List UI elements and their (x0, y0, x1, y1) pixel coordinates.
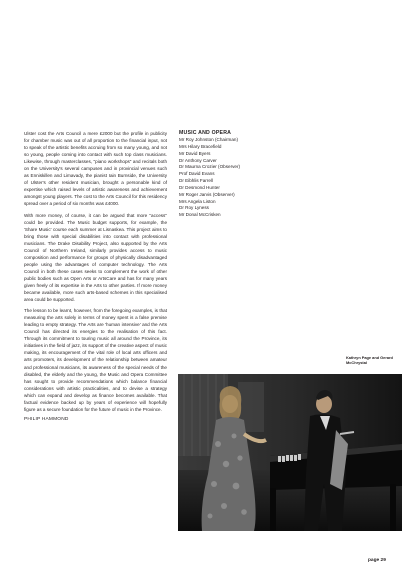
photo-caption: Kathryn Page and Gerard McChrystal (346, 355, 393, 365)
committee-member: Mrs Angela Liston (179, 198, 216, 204)
committee-panel (179, 130, 379, 219)
article-column (24, 130, 167, 422)
committee-member: Mr Donal McCrisken (179, 212, 221, 218)
committee-member: Dr Eibhlis Farrell (179, 178, 213, 184)
committee-member: Dr Desmond Hunter (179, 184, 220, 190)
committee-member: Dr Maurna Crozier (Observer) (179, 164, 241, 170)
committee-member: Mr David Byers (179, 150, 211, 156)
musicians-photo (178, 374, 402, 531)
article-paragraph: With more money, of course, it can be argued that more "access" could be provided. The Music budget supports, for example, the 'Share Music' course each summer at Lisnaskea. This project aims to bring those with special disabilities into contact with professional musicians. The Drake Disability Project, also supported by the Arts Council of Northern Ireland, similarly provides access to music composition and performance for groups of physically disadvantaged people using the advantages of computer technology. The Arts Council in both these cases seeks to complement the work of other public bodies such as Open Arts or ArtsCare and has for many years given freely of its expertise in the Arts to other parties. If more money became available, more such arts-based schemes in this specialised area could be supported. (24, 212, 167, 303)
committee-member: Dr Roy Lyness (179, 205, 209, 211)
committee-title: MUSIC AND OPERA (179, 130, 232, 136)
musicians-photo-image (178, 374, 402, 531)
committee-member: Prof David Evans (179, 171, 215, 177)
committee-member-list (179, 137, 379, 219)
page-number: page 29 (368, 558, 386, 563)
author-signature: PHILIP HAMMOND (24, 416, 69, 422)
article-paragraph: The lesson to be learnt, however, from the foregoing examples, is that measuring the arts solely in terms of money spent is a false premise leading to empty strategy. The Arts are 'human intensive' and the Arts Council has directed its energies to the realisation of this fact. Through its commitment to touring music all around the Province, its initiatives in the field of jazz, its support of the creative aspect of music making, its encouragement of the vital role of local arts officers and arts promoters, its development of the relationship between amateur and professional musicians, its awareness of the special needs of the disabled, the elderly and the young, the Music and Opera Committee has sought to provide recommendations which balance financial considerations with artistic practicalities, and to devise a strategy which can expand and develop as finance becomes available. That factual evidence backed up by years of experience will hopefully figure as a secure foundation for the future of music in the Province. (24, 308, 167, 412)
committee-member: Mr Roger Jarvis (Observer) (179, 191, 235, 197)
committee-member: Mrs Hilary Bracefield (179, 143, 222, 149)
committee-member: Dr Anthony Carver (179, 157, 217, 163)
committee-member: Mr Roy Johnston (Chairman) (179, 137, 238, 142)
article-paragraph: Ulster cost the Arts Council a mere £2000 but the profile in publicity for chamber music was out of all proportion to the financial input, not to speak of the artistic benefits accruing from so many young, and not so young, people coming into contact with such top class musicians. Likewise, through masterclasses, "piano workshops" and recitals both on the University's several campuses and in provincial venues such as Enniskillen and Limavady, the pianist Iain Burnside, the University of Ulster's other resident musician, brought a personable kind of expertise which raised levels of artistic awareness and achievement amongst young players. The cost to the Arts Council for this residency spread over a period of six months was £4000. (24, 131, 167, 207)
